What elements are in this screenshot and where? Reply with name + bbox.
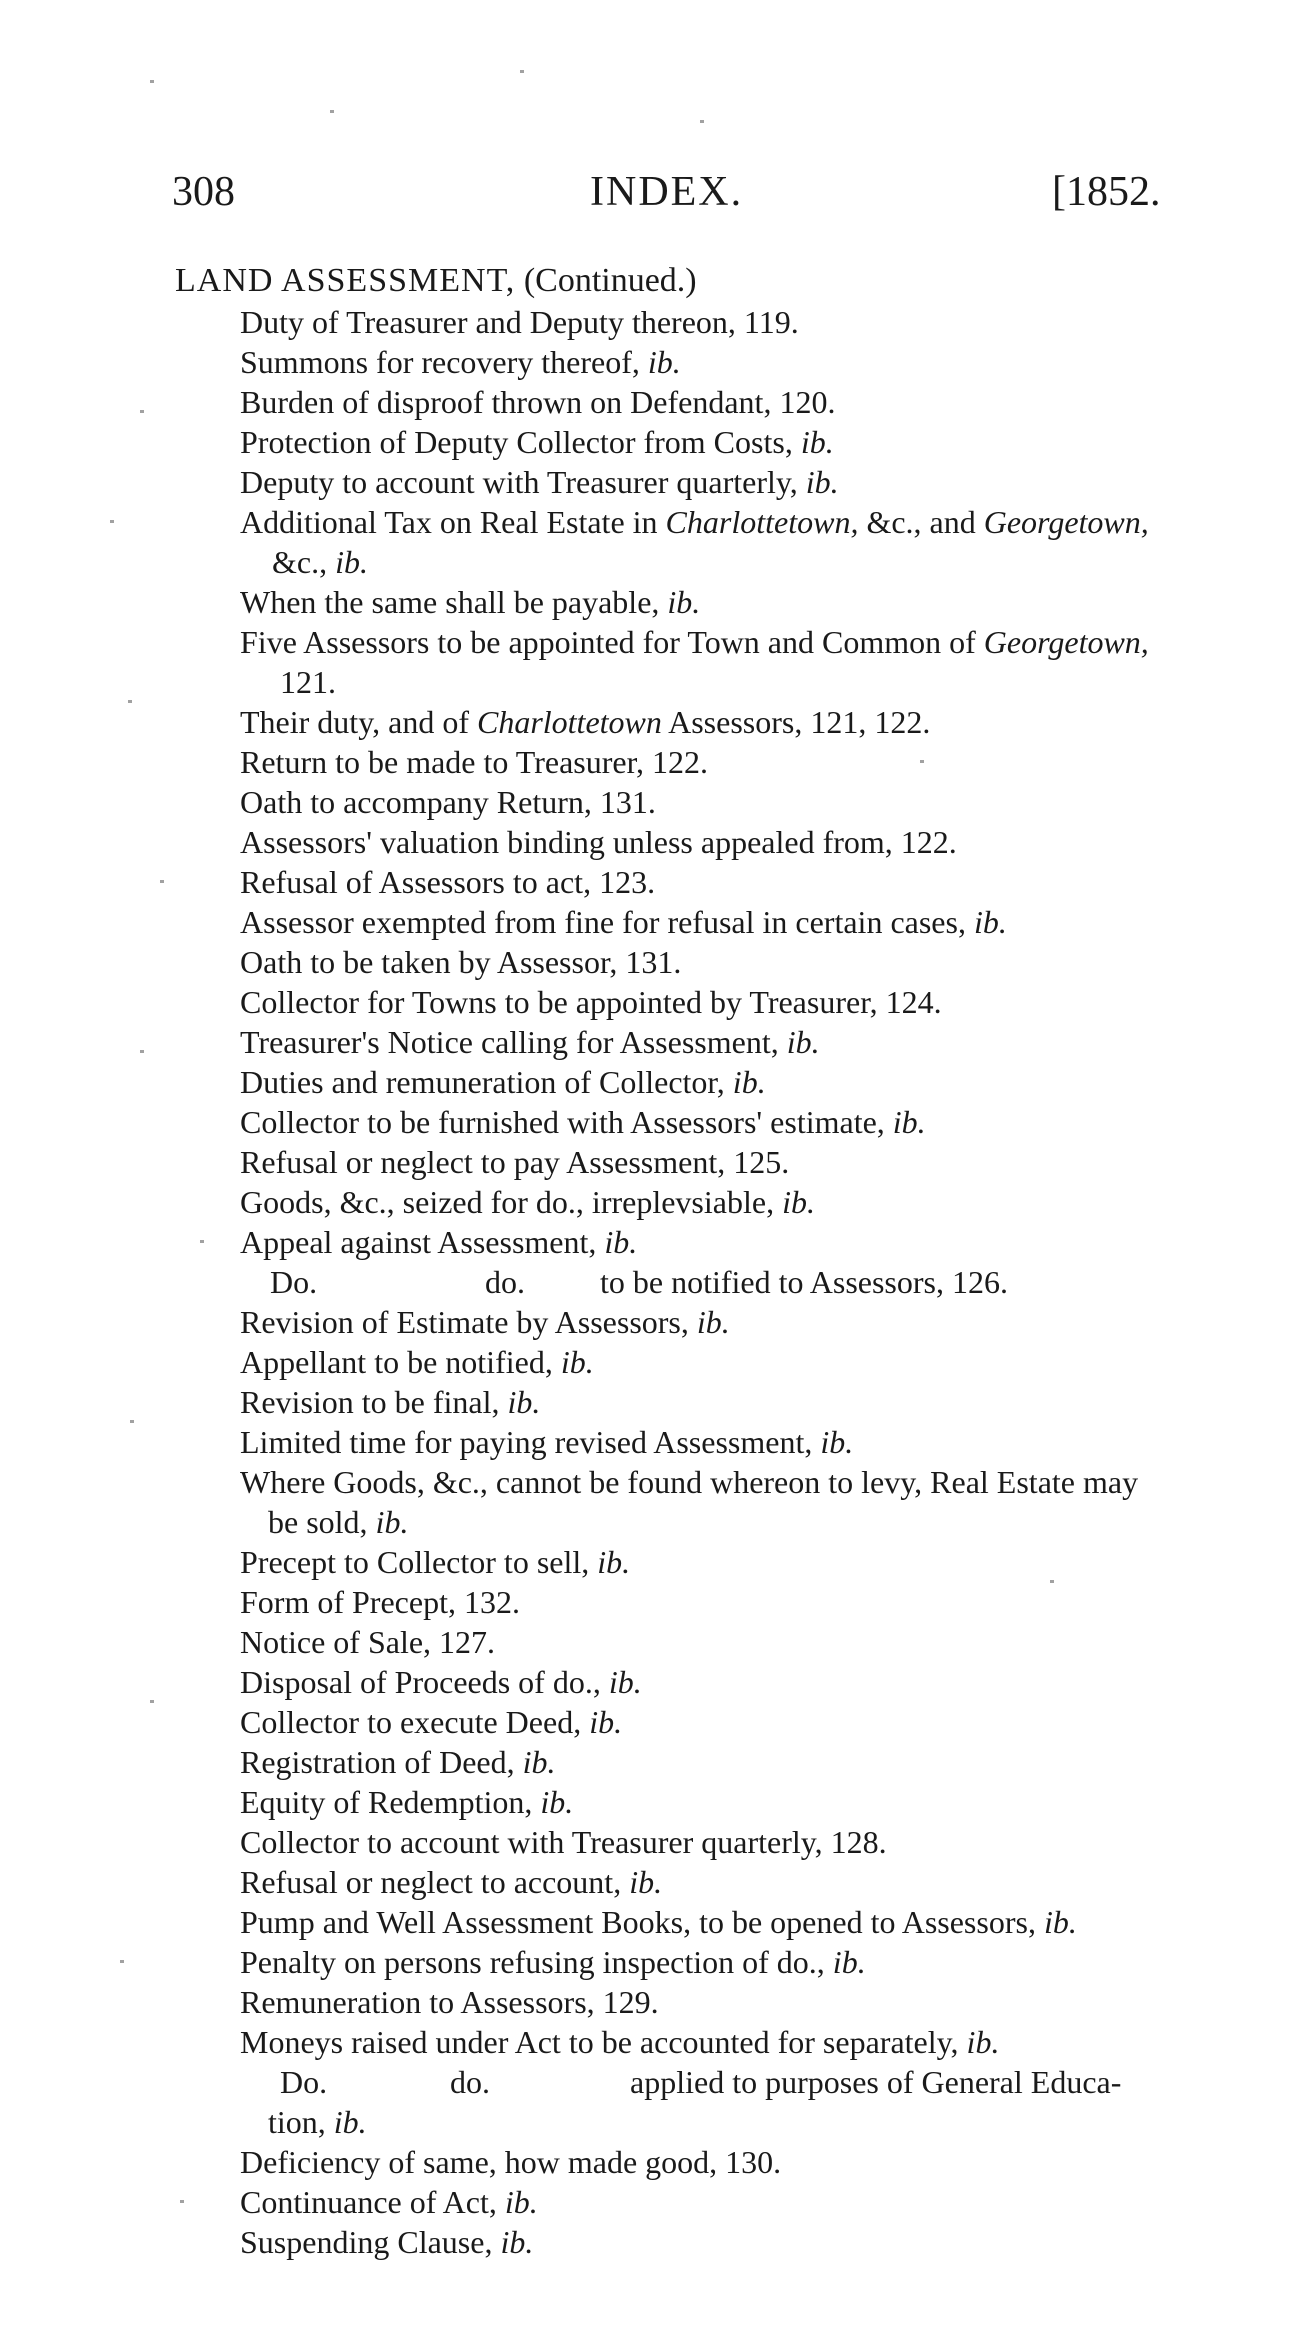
index-entry: Deficiency of same, how made good, 130. [240, 2144, 782, 2180]
scan-speck [920, 760, 924, 763]
section-heading-caps: LAND ASSESSMENT, [175, 262, 516, 299]
index-entry: Refusal or neglect to pay Assessment, 125. [240, 1144, 790, 1180]
index-entry: Goods, &c., seized for do., irreplevsiable, ib. [240, 1184, 815, 1220]
index-entry: Moneys raised under Act to be accounted for separately, ib. [240, 2024, 1000, 2060]
index-entry: Collector to execute Deed, ib. [240, 1704, 623, 1740]
section-heading [175, 262, 697, 300]
index-entry-continuation: tion, ib. [268, 2104, 367, 2140]
index-entry-continuation: 121. [280, 664, 336, 700]
scan-speck [110, 520, 114, 523]
scan-speck [1050, 1580, 1054, 1583]
index-entry: Revision of Estimate by Assessors, ib. [240, 1304, 730, 1340]
scan-speck [128, 700, 132, 703]
index-entry: Their duty, and of Charlottetown Assessors, 121, 122. [240, 704, 931, 740]
index-entry: Form of Precept, 132. [240, 1584, 520, 1620]
scan-speck [160, 880, 164, 883]
scan-speck [330, 110, 334, 113]
scan-speck [130, 1420, 134, 1423]
index-entry: Protection of Deputy Collector from Costs, ib. [240, 424, 834, 460]
index-entry: Collector for Towns to be appointed by Treasurer, 124. [240, 984, 942, 1020]
scan-speck [150, 1700, 154, 1703]
index-entry: Precept to Collector to sell, ib. [240, 1544, 631, 1580]
ditto-text: to be notified to Assessors, 126. [600, 1264, 1008, 1300]
index-entry: Revision to be final, ib. [240, 1384, 541, 1420]
running-header [0, 168, 1304, 228]
index-entry: Notice of Sale, 127. [240, 1624, 496, 1660]
index-entry: Duty of Treasurer and Deputy thereon, 119. [240, 304, 799, 340]
index-entry: Oath to accompany Return, 131. [240, 784, 656, 820]
scan-speck [140, 1050, 144, 1053]
index-entry: Suspending Clause, ib. [240, 2224, 534, 2260]
page-number: 308 [172, 169, 235, 215]
index-entry: Disposal of Proceeds of do., ib. [240, 1664, 642, 1700]
index-entry: Assessors' valuation binding unless appealed from, 122. [240, 824, 957, 860]
scan-speck [120, 1960, 124, 1963]
index-entry-continuation: &c., ib. [272, 544, 368, 580]
index-entries [0, 302, 1304, 2262]
index-entry: Pump and Well Assessment Books, to be opened to Assessors, ib. [240, 1904, 1077, 1940]
year-label: [1852. [1052, 169, 1161, 215]
index-entry: Collector to account with Treasurer quarterly, 128. [240, 1824, 887, 1860]
index-entry: Where Goods, &c., cannot be found whereon to levy, Real Estate may [240, 1464, 1139, 1500]
index-entry: Appellant to be notified, ib. [240, 1344, 594, 1380]
scan-speck [140, 410, 144, 413]
index-entry: Assessor exempted from fine for refusal in certain cases, ib. [240, 904, 1007, 940]
ditto-do-capital: Do. [280, 2064, 328, 2100]
scan-speck [150, 80, 154, 83]
index-entry: Treasurer's Notice calling for Assessment, ib. [240, 1024, 820, 1060]
index-entry: Refusal of Assessors to act, 123. [240, 864, 656, 900]
index-entry: Continuance of Act, ib. [240, 2184, 538, 2220]
index-entry: Refusal or neglect to account, ib. [240, 1864, 663, 1900]
scan-speck [200, 1240, 204, 1243]
index-entry: Registration of Deed, ib. [240, 1744, 556, 1780]
index-entry: Remuneration to Assessors, 129. [240, 1984, 659, 2020]
index-entry: Additional Tax on Real Estate in Charlottetown, &c., and Georgetown, [240, 504, 1149, 540]
index-entry: Five Assessors to be appointed for Town and Common of Georgetown, [240, 624, 1149, 660]
index-entry: Oath to be taken by Assessor, 131. [240, 944, 682, 980]
index-entry: Collector to be furnished with Assessors' estimate, ib. [240, 1104, 926, 1140]
index-entry: Appeal against Assessment, ib. [240, 1224, 638, 1260]
ditto-do: do. [485, 1264, 525, 1300]
ditto-do-capital: Do. [270, 1264, 318, 1300]
index-entry-continuation: be sold, ib. [268, 1504, 409, 1540]
page-title: INDEX. [590, 169, 744, 215]
ditto-do: do. [450, 2064, 490, 2100]
index-entry: Duties and remuneration of Collector, ib. [240, 1064, 766, 1100]
section-heading-continued: (Continued.) [523, 262, 697, 299]
index-entry: Limited time for paying revised Assessment, ib. [240, 1424, 854, 1460]
index-entry: Summons for recovery thereof, ib. [240, 344, 681, 380]
index-entry: Burden of disproof thrown on Defendant, 120. [240, 384, 836, 420]
scan-speck [520, 70, 524, 73]
index-entry: When the same shall be payable, ib. [240, 584, 701, 620]
ditto-text: applied to purposes of General Educa- [630, 2064, 1122, 2100]
index-entry: Penalty on persons refusing inspection of do., ib. [240, 1944, 866, 1980]
index-entry: Deputy to account with Treasurer quarterly, ib. [240, 464, 839, 500]
scan-speck [180, 2200, 184, 2203]
scan-speck [700, 120, 704, 123]
index-entry-ditto [0, 1262, 1304, 1302]
index-entry: Return to be made to Treasurer, 122. [240, 744, 708, 780]
index-entry-ditto [0, 2062, 1304, 2102]
index-entry: Equity of Redemption, ib. [240, 1784, 574, 1820]
